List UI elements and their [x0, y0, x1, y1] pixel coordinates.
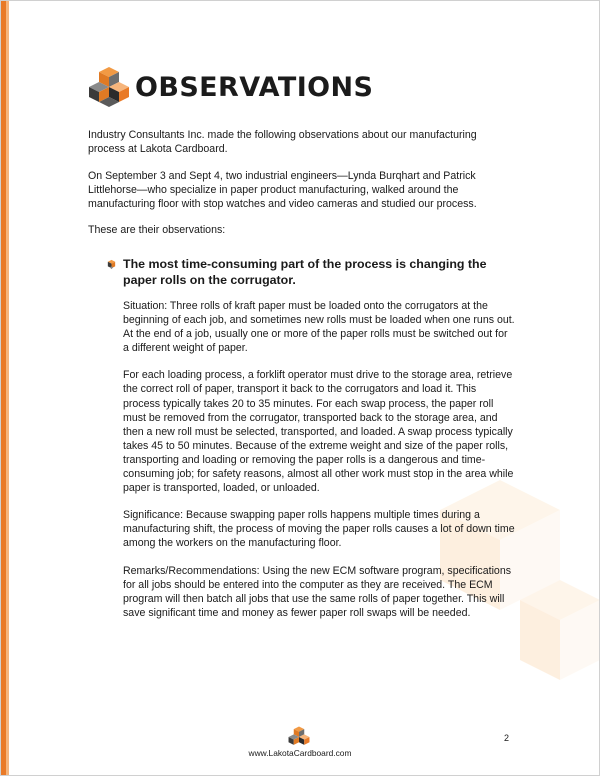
- page-number: 2: [504, 733, 510, 743]
- intro-paragraph: These are their observations:: [88, 224, 226, 237]
- observation-heading: [106, 257, 516, 288]
- observation-section: [106, 257, 516, 633]
- intro-paragraph: On September 3 and Sept 4, two industrial engineers—Lynda Burqhart and Patrick Littlehorse—who specialize in paper product manufacturing, walked around the manufacturing floor with stop watches and video cameras and studied our process.: [88, 169, 477, 211]
- intro-paragraph: Industry Consultants Inc. made the following observations about our manufacturing process at Lakota Cardboard.: [88, 129, 477, 156]
- page-title: OBSERVATIONS: [135, 71, 374, 103]
- significance-paragraph: Significance: Because swapping paper rolls happens multiple times during a manufacturing shift, the process of moving the paper rolls causes a lot of down time among the workers on the manufacturing floor.: [123, 509, 515, 550]
- footer-url[interactable]: www.LakotaCardboard.com: [248, 748, 352, 758]
- left-accent-stripe: [6, 0, 9, 776]
- recommendations-paragraph: Remarks/Recommendations: Using the new ECM software program, specifications for all jobs should be entered into the computer as they are received. The ECM program will then batch all jobs that use the same rolls of paper together. This will save significant time and money as fewer paper roll swaps will be needed.: [123, 564, 512, 619]
- cube-bullet-icon: [106, 259, 117, 270]
- loading-process-paragraph: For each loading process, a forklift operator must drive to the storage area, retrieve the correct roll of paper, transport it back to the corrugators and load it. This process typically takes 20 to 35 minutes. For each swap process, the paper roll must be removed from the corrugator, transported back to the storage area, and then a new roll must be selected, transported, and loaded. A swap process typically takes 45 to 50 minutes. Because of the extreme weight and size of the paper rolls, transporting and loading or removing the paper rolls is a dangerous and time-consuming job; for safety reasons, almost all other work must stop in the area while paper is transported, loaded, or unloaded.: [123, 369, 514, 495]
- cube-footer-logo-icon: [288, 726, 310, 748]
- cube-logo-icon: [88, 66, 130, 108]
- intro-section: [88, 128, 508, 250]
- situation-paragraph: Situation: Three rolls of kraft paper must be loaded onto the corrugators at the beginning of each job, and sometimes new rolls must be loaded when one runs out. At the end of a job, usually one or more of the paper rolls must be switched out for a different weight of paper.: [123, 300, 515, 355]
- observation-body: [123, 299, 516, 620]
- page-header: [88, 66, 373, 108]
- observation-heading-text: The most time-consuming part of the process is changing the paper rolls on the corrugator.: [123, 257, 487, 287]
